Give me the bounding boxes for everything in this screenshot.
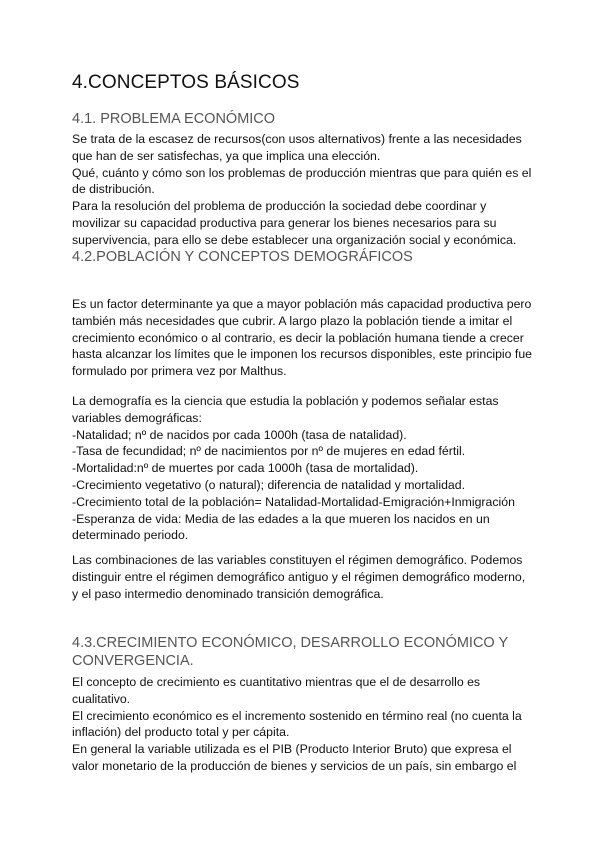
paragraph: Es un factor determinante ya que a mayor población más capacidad productiva pero también más necesidades que cubrir. A largo plazo la población tiende a imitar el crecimiento económico o al contrario, es decir la población humana tiende a crecer hasta alcanzar los límites que le imponen los recursos disponibles, este principio fue formulado por primera vez por Malthus. (72, 297, 533, 379)
section-body-4-2-variables (72, 393, 532, 544)
paragraph: El crecimiento económico es el incremento sostenido en término real (no cuenta la inflación) del producto total y per cápita. (72, 708, 522, 740)
paragraph: En general la variable utilizada es el PIB (Producto Interior Bruto) que expresa el valor monetario de la producción de bienes y servicios de un país, sin embargo el (72, 742, 517, 773)
paragraph: Las combinaciones de las variables constituyen el régimen demográfico. Podemos distinguir entre el régimen demográfico antiguo y el régimen demográfico moderno, y el paso intermedio denominado transición demográfica. (72, 553, 526, 601)
list-item: -Tasa de fecundidad; nº de nacimientos por nº de mujeres en edad fértil. (72, 444, 466, 459)
section-body-4-2-regime (72, 552, 532, 602)
section-body-4-3 (72, 674, 532, 775)
page-title: 4.CONCEPTOS BÁSICOS (72, 72, 300, 93)
section-heading-4-2: 4.2.POBLACIÓN Y CONCEPTOS DEMOGRÁFICOS (72, 249, 413, 265)
section-heading-4-3: 4.3.CRECIMIENTO ECONÓMICO, DESARROLLO ECONÓMICO Y CONVERGENCIA. (72, 635, 508, 669)
list-item: -Esperanza de vida: Media de las edades a la que mueren los nacidos en un determinado periodo. (72, 511, 490, 543)
section-body-4-1 (72, 131, 532, 249)
section-body-4-2-intro (72, 296, 532, 380)
section-heading-4-1: 4.1. PROBLEMA ECONÓMICO (72, 111, 276, 127)
list-item: -Crecimiento vegetativo (o natural); diferencia de natalidad y mortalidad. (72, 477, 466, 492)
paragraph: Se trata de la escasez de recursos(con usos alternativos) frente a las necesidades que han de ser satisfechas, ya que implica una elección. (72, 132, 522, 163)
list-item: -Mortalidad:nº de muertes por cada 1000h (tasa de mortalidad). (72, 461, 419, 476)
paragraph: Para la resolución del problema de producción la sociedad debe coordinar y movilizar su capacidad productiva para generar los bienes necesarios para su supervivencia, para ello se debe establecer una organización social y económica. (72, 199, 517, 247)
paragraph: El concepto de crecimiento es cuantitativo mientras que el de desarrollo es cualitativo. (72, 675, 481, 706)
paragraph: La demografía es la ciencia que estudia la población y podemos señalar estas variables demográficas: (72, 394, 499, 425)
list-item: -Natalidad; nº de nacidos por cada 1000h (tasa de natalidad). (72, 427, 407, 442)
paragraph: Qué, cuánto y cómo son los problemas de producción mientras que para quién es el de distribución. (72, 165, 532, 197)
list-item: -Crecimiento total de la población= Natalidad-Mortalidad-Emigración+Inmigración (72, 494, 515, 509)
